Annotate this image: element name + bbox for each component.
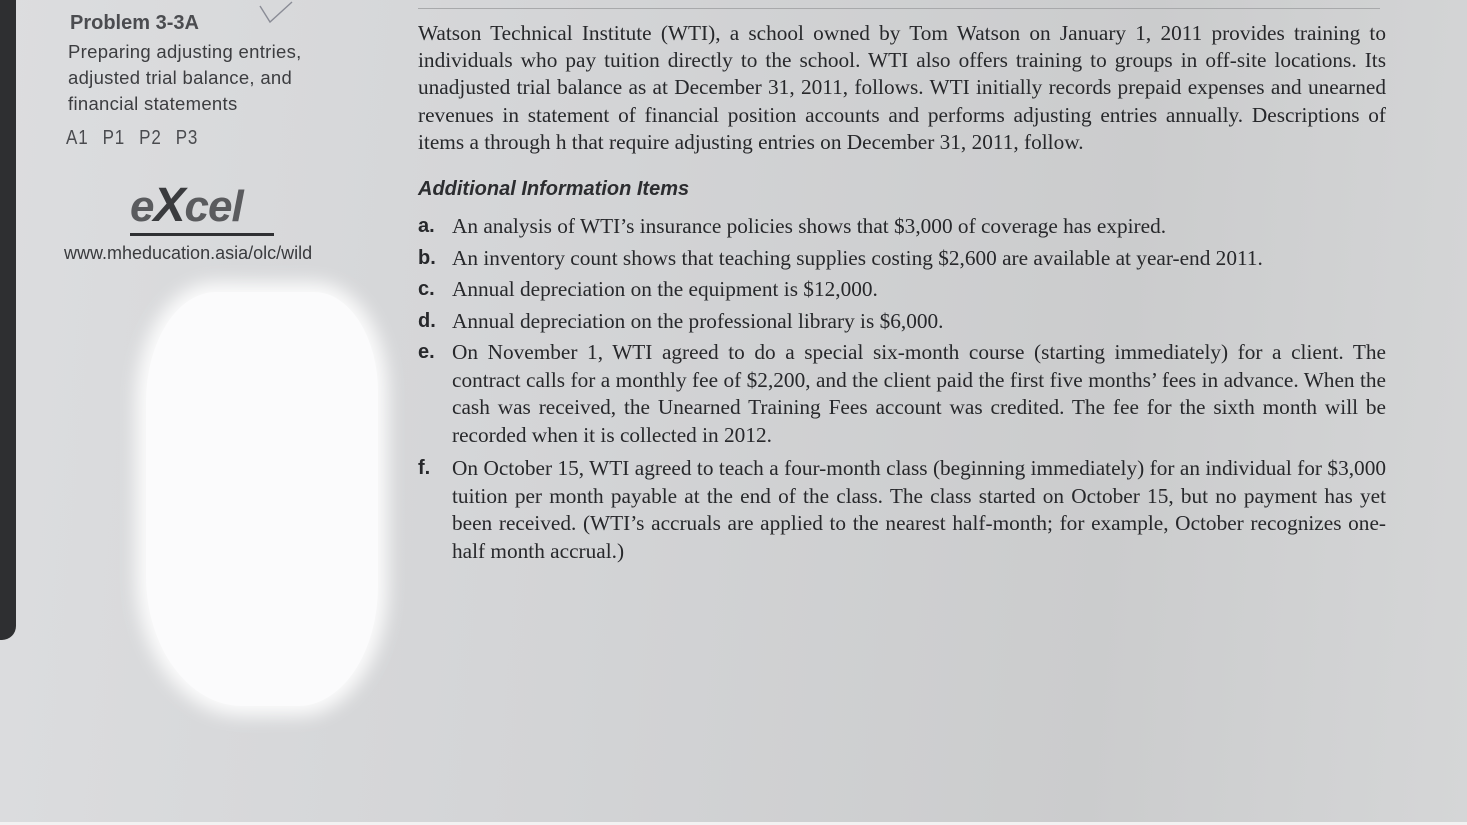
objective-code: P2 [139, 127, 162, 149]
problem-title-line: financial statements [68, 93, 238, 114]
item-letter: c. [418, 278, 435, 301]
problem-title-line: adjusted trial balance, and [68, 67, 293, 88]
list-item [418, 308, 1386, 336]
problem-title [68, 39, 366, 117]
page-edge-shadow [0, 0, 16, 640]
learning-objective-codes [66, 127, 321, 150]
item-letter: b. [418, 246, 436, 269]
item-text: An inventory count shows that teaching supplies costing $2,600 are available at year-end 2011. [452, 245, 1263, 270]
excel-logo-cel: cel [184, 182, 243, 231]
objective-code: P3 [175, 127, 199, 149]
excel-logo-x: X [153, 179, 185, 232]
item-text: An analysis of WTI’s insurance policies shows that $3,000 of coverage has expired. [452, 214, 1167, 239]
list-item [418, 213, 1386, 241]
problem-sidebar [66, 12, 366, 150]
objective-code: A1 [66, 127, 89, 149]
info-items-list [418, 213, 1386, 565]
logo-underline [130, 233, 274, 236]
item-text: Annual depreciation on the equipment is $12,000. [452, 277, 878, 302]
problem-body [418, 20, 1386, 569]
objective-code: P1 [102, 127, 126, 149]
handwritten-check-icon [258, 0, 298, 30]
problem-title-line: Preparing adjusting entries, [68, 41, 302, 62]
list-item [418, 245, 1386, 273]
intro-paragraph: Watson Technical Institute (WTI), a school owned by Tom Watson on January 1, 2011 provides training to individuals who pay tuition directly to the school. WTI also offers training to groups in off-site locations. Its unadjusted trial balance as at December 31, 2011, follows. WTI initially records prepaid expenses and unearned revenues in statement of financial position accounts and performs adjusting entries annually. Descriptions of items a through h that require adjusting entries on December 31, 2011, follow. [418, 21, 1386, 154]
top-rule [418, 8, 1380, 9]
excel-logo-e: e [130, 182, 154, 231]
resource-url: www.mheducation.asia/olc/wild [64, 243, 313, 263]
problem-number: Problem 3-3A [70, 12, 199, 34]
item-text: Annual depreciation on the professional library is $6,000. [452, 308, 944, 333]
list-item [418, 339, 1386, 449]
redaction-blob [146, 292, 378, 706]
item-text: On November 1, WTI agreed to do a special six-month course (starting immediately) for a client. The contract calls for a monthly fee of $2,200, and the client paid the first five months’ fees in advance. When the cash was received, the Unearned Training Fees account was credited. The fee for the sixth month will be recorded when it is collected in 2012. [452, 340, 1386, 447]
item-letter: f. [418, 457, 431, 480]
item-letter: e. [418, 341, 435, 364]
additional-info-heading: Additional Information Items [418, 178, 690, 201]
excel-logo [130, 178, 243, 233]
item-text: On October 15, WTI agreed to teach a four-month class (beginning immediately) for an individual for $3,000 tuition per month payable at the end of the class. The class started on October 15, but no payment has yet been received. (WTI’s accruals are applied to the nearest half-month; for example, October recognizes one-half month accrual.) [452, 456, 1386, 563]
item-letter: a. [418, 215, 435, 238]
list-item [418, 276, 1386, 304]
item-letter: d. [418, 309, 436, 332]
list-item [418, 455, 1386, 565]
